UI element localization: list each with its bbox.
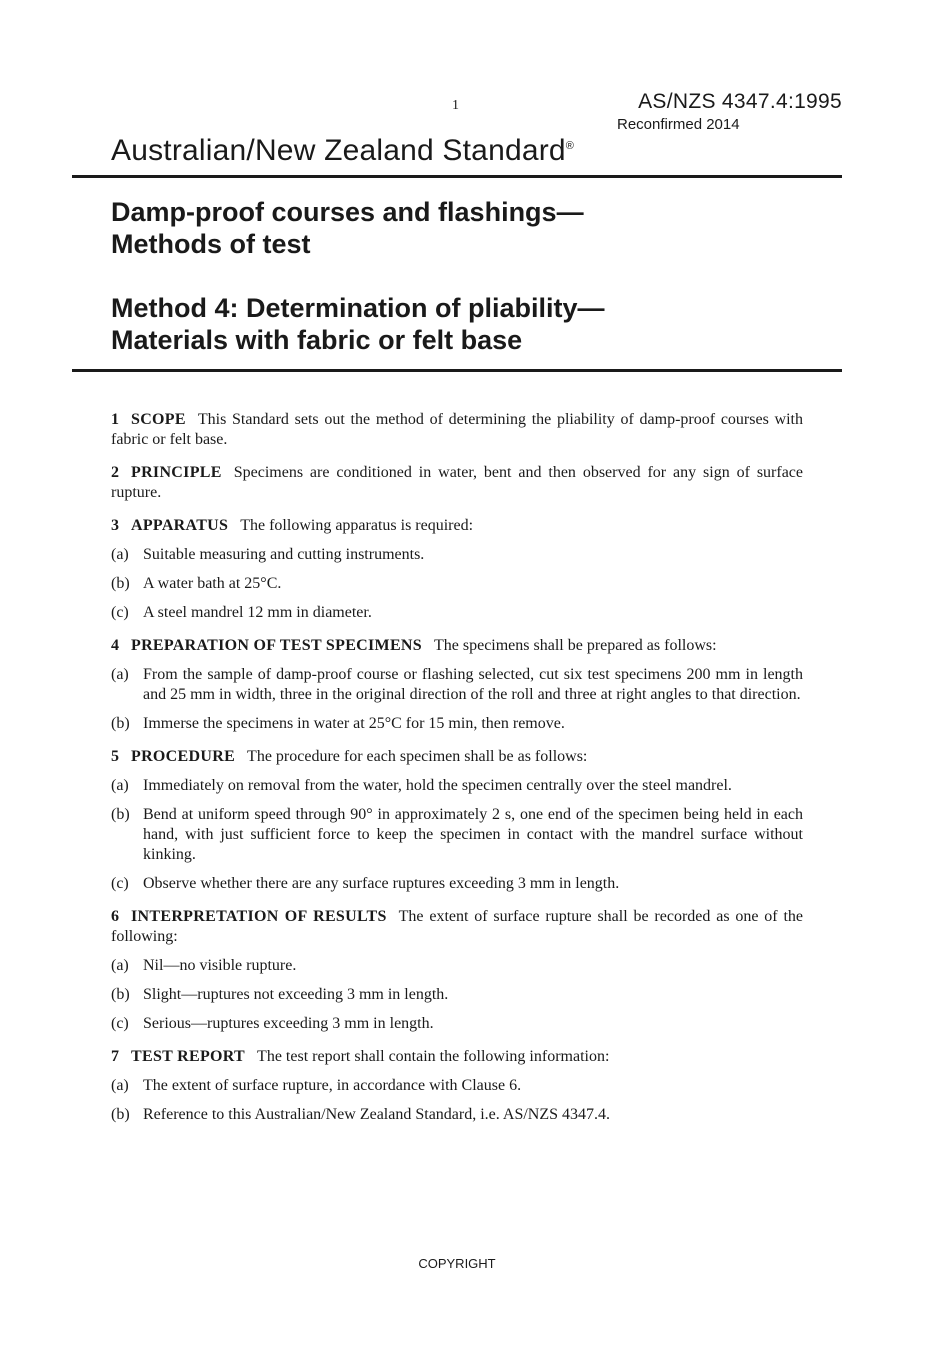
list-item — [111, 874, 803, 894]
item-text: Observe whether there are any surface ruptures exceeding 3 mm in length. — [143, 875, 620, 892]
list-item — [111, 1105, 803, 1125]
item-label: (c) — [111, 1015, 129, 1032]
clause-paragraph — [111, 636, 803, 656]
clause-text: Specimens are conditioned in water, bent and then observed for any sign of surface rupture. — [111, 464, 803, 501]
clause-paragraph — [111, 410, 803, 450]
item-label: (a) — [111, 666, 129, 683]
item-text: A water bath at 25°C. — [143, 575, 282, 592]
item-label: (b) — [111, 986, 130, 1003]
clause-text: The procedure for each specimen shall be as follows: — [247, 748, 588, 765]
clause-title: INTERPRETATION OF RESULTS — [131, 908, 387, 925]
item-text: Slight—ruptures not exceeding 3 mm in length. — [143, 986, 449, 1003]
item-label: (a) — [111, 957, 129, 974]
copyright-footer: COPYRIGHT — [418, 1256, 496, 1271]
item-text: Reference to this Australian/New Zealand Standard, i.e. AS/NZS 4347.4. — [143, 1106, 611, 1123]
item-text: Immediately on removal from the water, hold the specimen centrally over the steel mandrel. — [143, 777, 732, 794]
clause-number: 5 — [111, 748, 119, 765]
title-line-2: Methods of test — [111, 229, 311, 259]
clause-procedure — [111, 747, 803, 894]
list-item — [111, 665, 803, 705]
method-title-line-2: Materials with fabric or felt base — [111, 325, 523, 355]
list-item — [111, 1076, 803, 1096]
clause-number: 2 — [111, 464, 119, 481]
clause-text: The following apparatus is required: — [240, 517, 474, 534]
title-rule — [72, 369, 842, 372]
clause-apparatus — [111, 516, 803, 623]
clause-paragraph — [111, 463, 803, 503]
list-item — [111, 714, 803, 734]
document-body — [111, 410, 803, 1138]
item-text: From the sample of damp-proof course or flashing selected, cut six test specimens 200 mm in length and 25 mm in width, three in the original direction of the roll and three at right angles to that direction. — [143, 666, 803, 703]
clause-number: 3 — [111, 517, 119, 534]
list-item — [111, 574, 803, 594]
clause-principle — [111, 463, 803, 503]
clause-number: 1 — [111, 411, 119, 428]
method-title-line-1: Method 4: Determination of pliability— — [111, 293, 605, 323]
item-label: (a) — [111, 1077, 129, 1094]
clause-paragraph — [111, 1047, 803, 1067]
clause-preparation — [111, 636, 803, 734]
list-item — [111, 956, 803, 976]
item-text: Serious—ruptures exceeding 3 mm in length. — [143, 1015, 434, 1032]
clause-title: TEST REPORT — [131, 1048, 246, 1065]
clause-interpretation — [111, 907, 803, 1034]
clause-number: 7 — [111, 1048, 119, 1065]
reconfirmed-note: Reconfirmed 2014 — [617, 116, 740, 133]
item-text: Suitable measuring and cutting instruments. — [143, 546, 425, 563]
clause-title: SCOPE — [131, 411, 186, 428]
item-label: (b) — [111, 575, 130, 592]
clause-title: PRINCIPLE — [131, 464, 222, 481]
list-item — [111, 545, 803, 565]
title-line-1: Damp-proof courses and flashings— — [111, 197, 584, 227]
clause-text: The specimens shall be prepared as follows: — [433, 637, 717, 654]
clause-text: This Standard sets out the method of determining the pliability of damp-proof courses with fabric or felt base. — [111, 411, 803, 448]
item-label: (b) — [111, 806, 130, 823]
item-text: Immerse the specimens in water at 25°C for 15 min, then remove. — [143, 715, 565, 732]
standard-number: AS/NZS 4347.4:1995 — [638, 90, 842, 113]
list-item — [111, 985, 803, 1005]
clause-text: The extent of surface rupture shall be recorded as one of the following: — [111, 908, 803, 945]
clause-number: 4 — [111, 637, 119, 654]
clause-title: PREPARATION OF TEST SPECIMENS — [131, 637, 422, 654]
clause-paragraph — [111, 747, 803, 767]
clause-paragraph — [111, 907, 803, 947]
item-label: (a) — [111, 777, 129, 794]
item-text: Bend at uniform speed through 90° in approximately 2 s, one end of the specimen being held in each hand, with just sufficient force to keep the specimen in contact with the mandrel surface without kinking. — [143, 806, 803, 863]
clause-text: The test report shall contain the following information: — [257, 1048, 610, 1065]
list-item — [111, 603, 803, 623]
clause-title: PROCEDURE — [131, 748, 236, 765]
document-title — [111, 196, 584, 260]
registered-mark: ® — [565, 140, 575, 152]
list-item — [111, 1014, 803, 1034]
clause-title: APPARATUS — [131, 517, 229, 534]
item-text: The extent of surface rupture, in accordance with Clause 6. — [143, 1077, 522, 1094]
list-item — [111, 805, 803, 865]
clause-paragraph — [111, 516, 803, 536]
item-label: (b) — [111, 715, 130, 732]
item-label: (b) — [111, 1106, 130, 1123]
page-number: 1 — [452, 98, 459, 113]
clause-scope — [111, 410, 803, 450]
method-title — [111, 292, 605, 356]
standard-name-text: Australian/New Zealand Standard — [111, 134, 566, 167]
item-label: (c) — [111, 875, 129, 892]
item-label: (c) — [111, 604, 129, 621]
item-text: Nil—no visible rupture. — [143, 957, 297, 974]
clause-report — [111, 1047, 803, 1125]
clause-number: 6 — [111, 908, 119, 925]
header-rule — [72, 175, 842, 178]
item-text: A steel mandrel 12 mm in diameter. — [143, 604, 372, 621]
standard-name — [111, 134, 574, 168]
item-label: (a) — [111, 546, 129, 563]
list-item — [111, 776, 803, 796]
